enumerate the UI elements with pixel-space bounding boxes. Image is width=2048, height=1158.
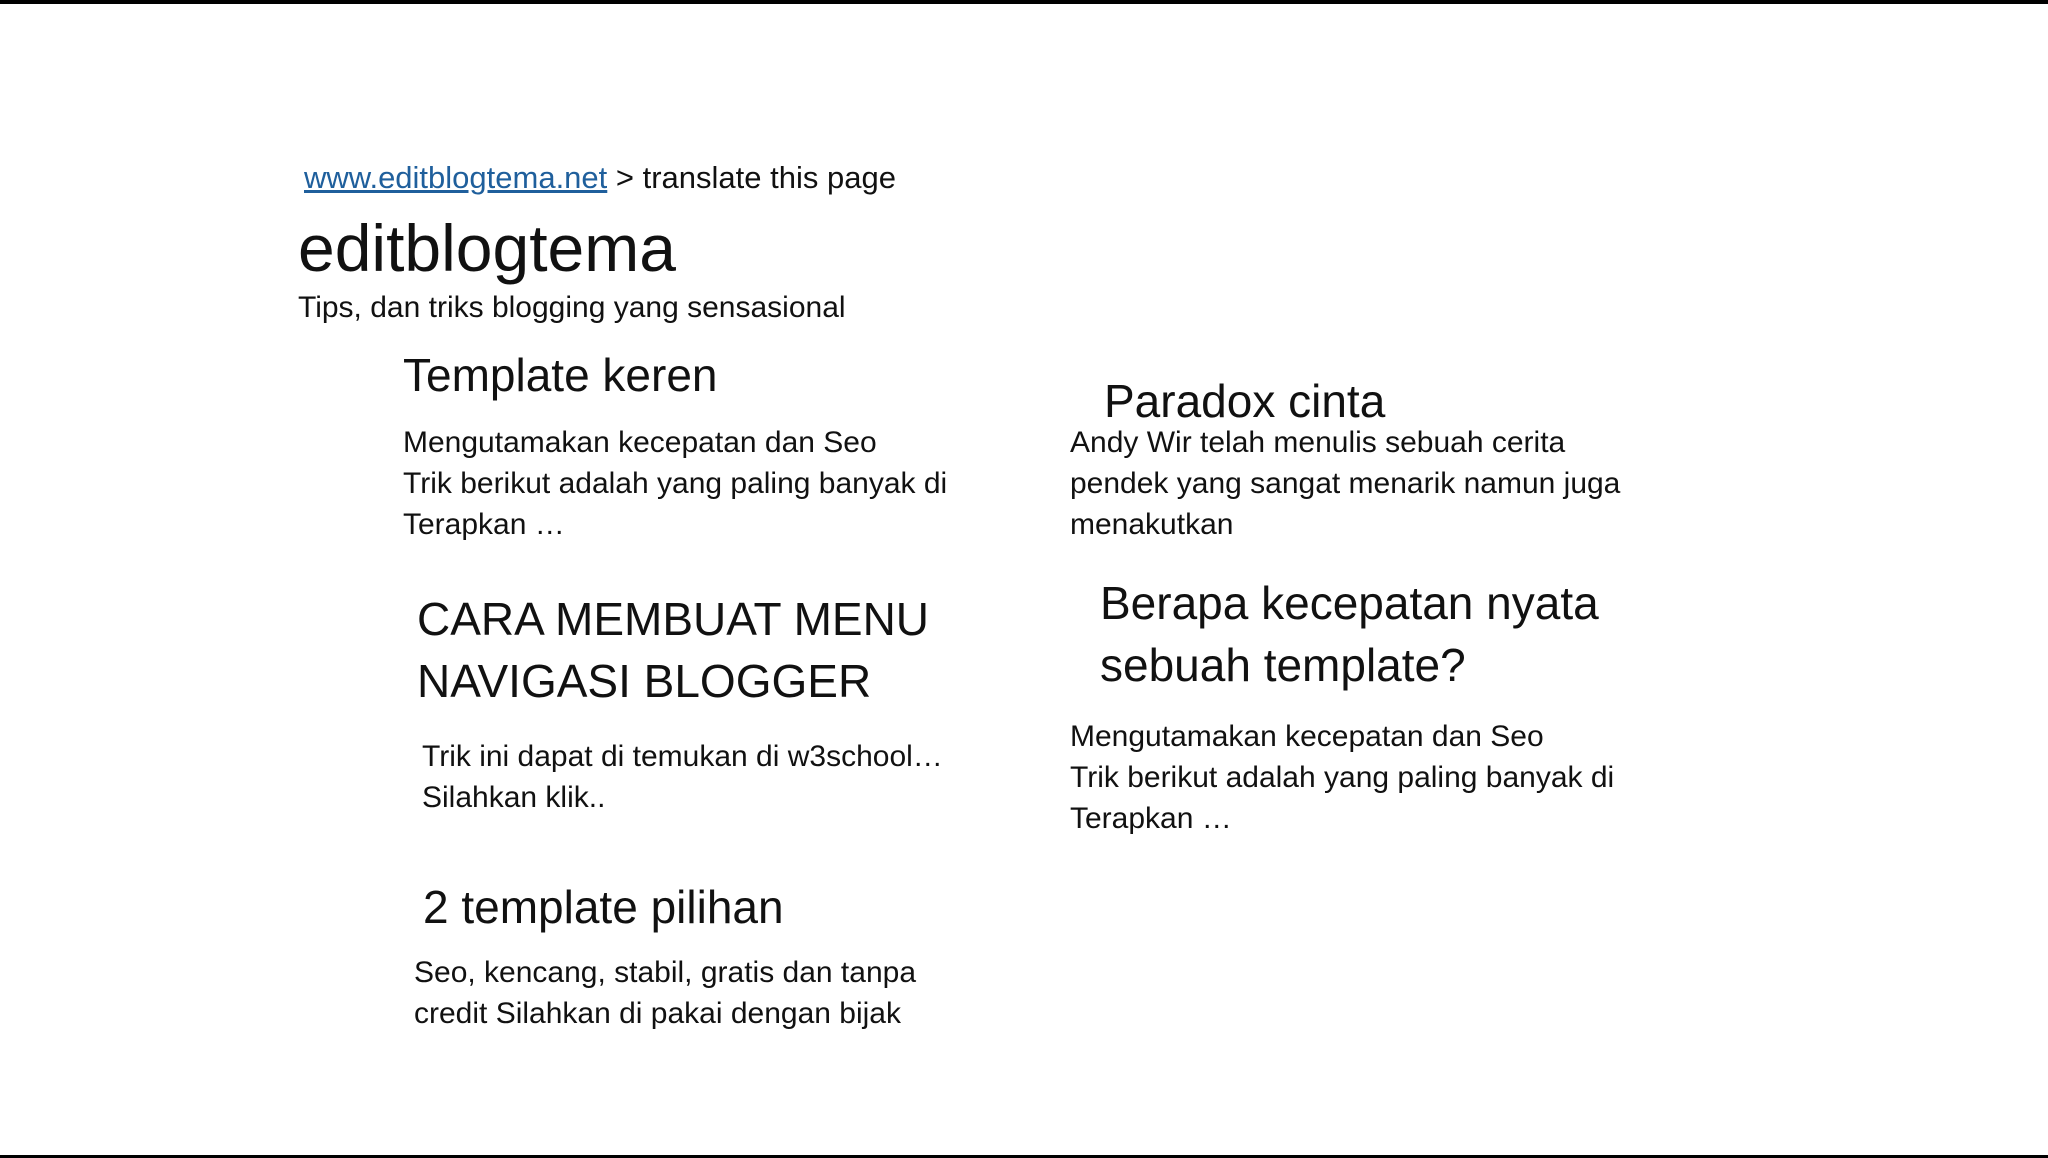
site-tagline: Tips, dan triks blogging yang sensasional: [298, 291, 846, 324]
excerpt-line: Trik berikut adalah yang paling banyak di: [403, 467, 948, 500]
post-title-template-keren[interactable]: Template keren: [403, 349, 718, 401]
excerpt-line: Mengutamakan kecepatan dan Seo: [1070, 720, 1544, 753]
post-excerpt-berapa-kecepatan: [1070, 716, 1614, 839]
excerpt-line: Terapkan …: [403, 508, 565, 541]
post-title-cara-membuat-menu[interactable]: [417, 588, 929, 712]
post-excerpt-cara-membuat-menu: [422, 736, 943, 818]
post-excerpt-2-template-pilihan: [414, 952, 916, 1034]
excerpt-line: Mengutamakan kecepatan dan Seo: [403, 426, 877, 459]
post-title-berapa-kecepatan[interactable]: [1100, 572, 1599, 696]
excerpt-line: Trik berikut adalah yang paling banyak di: [1070, 761, 1615, 794]
excerpt-line: credit Silahkan di pakai dengan bijak: [414, 997, 901, 1030]
excerpt-line: Andy Wir telah menulis sebuah cerita: [1070, 426, 1566, 459]
post-excerpt-paradox-cinta: [1070, 422, 1620, 545]
title-line: Berapa kecepatan nyata: [1100, 577, 1599, 629]
title-line: sebuah template?: [1100, 639, 1466, 691]
translate-page-link[interactable]: > translate this page: [615, 160, 896, 195]
post-title-2-template-pilihan[interactable]: 2 template pilihan: [423, 881, 784, 933]
excerpt-line: Trik ini dapat di temukan di w3school…: [422, 740, 943, 773]
title-line: NAVIGASI BLOGGER: [417, 655, 872, 707]
excerpt-line: Seo, kencang, stabil, gratis dan tanpa: [414, 956, 917, 989]
excerpt-line: pendek yang sangat menarik namun juga: [1070, 467, 1621, 500]
excerpt-line: Terapkan …: [1070, 802, 1232, 835]
excerpt-line: Silahkan klik..: [422, 781, 606, 814]
site-url-link[interactable]: www.editblogtema.net: [304, 160, 608, 195]
site-title[interactable]: editblogtema: [298, 211, 676, 285]
post-title-paradox-cinta[interactable]: Paradox cinta: [1104, 375, 1386, 427]
breadcrumb: [304, 160, 896, 196]
excerpt-line: menakutkan: [1070, 508, 1234, 541]
title-line: CARA MEMBUAT MENU: [417, 593, 930, 645]
post-excerpt-template-keren: [403, 422, 947, 545]
